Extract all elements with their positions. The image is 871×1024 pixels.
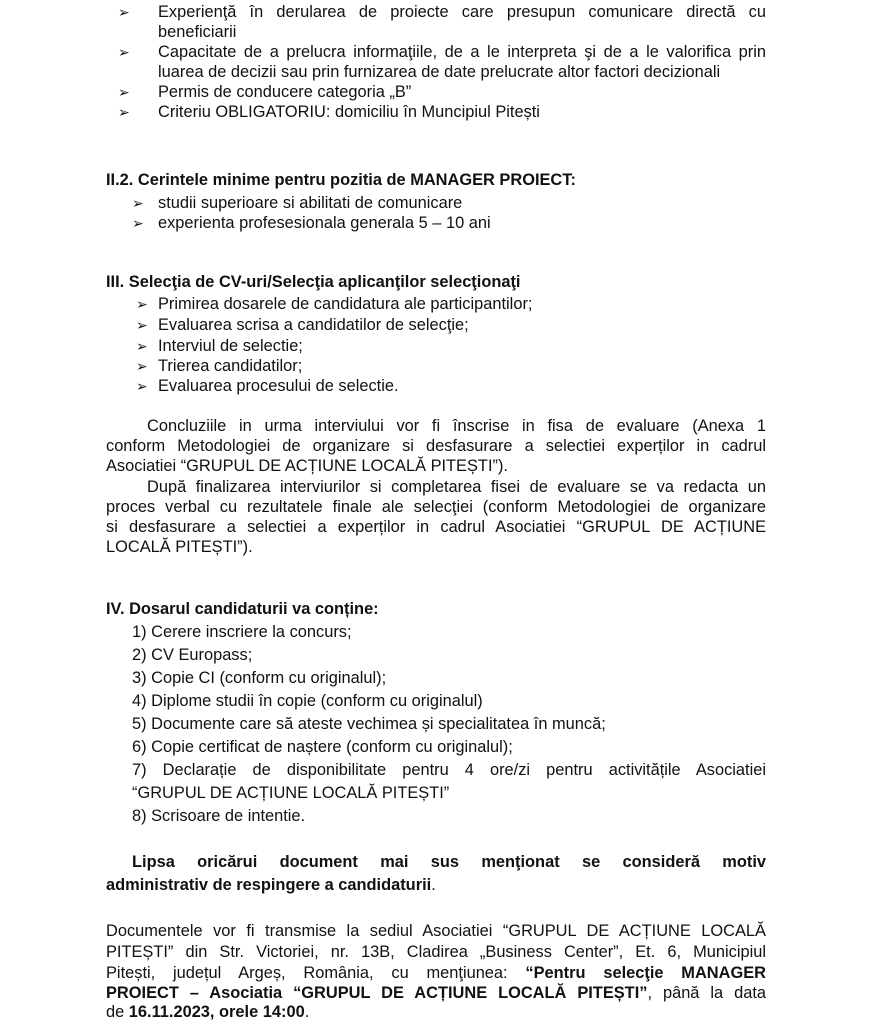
arrow-bullet-icon: ➢ <box>118 84 130 100</box>
notice-text: administrativ de respingere a candidaturii <box>106 876 432 894</box>
paragraph-line: LOCALĂ PITEȘTI”). <box>106 538 253 556</box>
bullet-item <box>132 193 146 213</box>
section-heading-iv: IV. Dosarul candidaturii va conține: <box>106 600 379 618</box>
arrow-bullet-icon: ➢ <box>136 358 148 374</box>
paragraph-line: conform Metodologiei de organizare si desfasurare a selectiei experților in cadrul <box>106 437 766 455</box>
bullet-text: Permis de conducere categoria „B” <box>158 83 412 101</box>
bullet-item <box>118 42 132 62</box>
bullet-item <box>136 315 150 335</box>
notice-period: . <box>431 876 436 894</box>
list-item: 8) Scrisoare de intentie. <box>132 807 306 825</box>
submission-line: Documentele vor fi transmise la sediul Asociatiei “GRUPUL DE ACȚIUNE LOCALĂ <box>106 922 766 940</box>
bullet-text: Interviul de selectie; <box>158 337 303 355</box>
bullet-text: studii superioare si abilitati de comunicare <box>158 194 463 212</box>
section-heading-ii2: II.2. Cerintele minime pentru pozitia de MANAGER PROIECT: <box>106 171 576 189</box>
notice-line: Lipsa oricărui document mai sus menţionat se consideră motiv <box>132 853 766 871</box>
paragraph-line: proces verbal cu rezultatele finale ale selecţiei (conform Metodologiei de organizare <box>106 498 766 516</box>
paragraph-line: După finalizarea interviurilor si completarea fisei de evaluare se va redacta un <box>147 478 766 496</box>
arrow-bullet-icon: ➢ <box>136 338 148 354</box>
bullet-item <box>118 2 132 22</box>
arrow-bullet-icon: ➢ <box>132 215 144 231</box>
paragraph-line: si desfasurare a selectiei a experților in cadrul Asociatiei “GRUPUL DE ACȚIUNE <box>106 518 766 536</box>
arrow-bullet-icon: ➢ <box>136 296 148 312</box>
arrow-bullet-icon: ➢ <box>136 378 148 394</box>
submission-period: . <box>304 1003 310 1021</box>
bullet-item <box>136 294 150 314</box>
bullet-item <box>118 82 132 102</box>
bullet-item <box>136 336 150 356</box>
submission-line: PITEȘTI” din Str. Victoriei, nr. 13B, Cladirea „Business Center”, Et. 6, Municipiul <box>106 943 766 961</box>
list-item: 7) Declarație de disponibilitate pentru 4 ore/zi pentru activitățile Asociatiei <box>132 761 766 779</box>
paragraph-line: Concluziile in urma interviului vor fi înscrise in fisa de evaluare (Anexa 1 <box>147 417 766 435</box>
arrow-bullet-icon: ➢ <box>118 104 130 120</box>
arrow-bullet-icon: ➢ <box>136 317 148 333</box>
deadline-text: 16.11.2023, orele 14:00 <box>128 1003 305 1021</box>
submission-bold-text: “Pentru selecţie MANAGER <box>525 964 766 982</box>
submission-line <box>106 983 766 1003</box>
bullet-text: Evaluarea procesului de selectie. <box>158 377 399 395</box>
bullet-text: Primirea dosarele de candidatura ale participantilor; <box>158 295 533 313</box>
submission-line <box>106 1002 309 1022</box>
section-heading-iii: III. Selecţia de CV-uri/Selecţia aplicanţilor selecţionaţi <box>106 273 521 291</box>
bullet-item <box>136 356 150 376</box>
list-item: 6) Copie certificat de naștere (conform cu originalul); <box>132 738 513 756</box>
bullet-item <box>118 102 132 122</box>
list-item: 1) Cerere inscriere la concurs; <box>132 623 352 641</box>
list-item: 2) CV Europass; <box>132 646 253 664</box>
submission-text: , până la data <box>647 984 766 1002</box>
bullet-item <box>136 376 150 396</box>
bullet-text: Experienţă în derularea de proiecte care presupun comunicare directă cu <box>158 3 766 21</box>
bullet-text: Criteriu OBLIGATORIU: domiciliu în Muncipiul Pitești <box>158 103 540 121</box>
submission-text: Pitești, județul Argeș, România, cu menţiunea: <box>106 964 526 982</box>
submission-bold-text: PROIECT – Asociatia “GRUPUL DE ACȚIUNE LOCALĂ PITEȘTI” <box>106 984 648 1002</box>
arrow-bullet-icon: ➢ <box>118 44 130 60</box>
arrow-bullet-icon: ➢ <box>132 195 144 211</box>
bullet-text-cont: beneficiarii <box>158 23 237 41</box>
paragraph-line: Asociatiei “GRUPUL DE ACȚIUNE LOCALĂ PITEȘTI”). <box>106 457 508 475</box>
list-item-cont: “GRUPUL DE ACȚIUNE LOCALĂ PITEȘTI” <box>132 784 450 802</box>
bullet-text-cont: luarea de decizii sau prin furnizarea de date prelucrate altor factori decizionali <box>158 63 721 81</box>
submission-line <box>106 963 766 983</box>
bullet-text: Evaluarea scrisa a candidatilor de selecţie; <box>158 316 469 334</box>
notice-line <box>106 875 436 895</box>
list-item: 4) Diplome studii în copie (conform cu originalul) <box>132 692 483 710</box>
bullet-text: Trierea candidatilor; <box>158 357 303 375</box>
bullet-item <box>132 213 146 233</box>
arrow-bullet-icon: ➢ <box>118 4 130 20</box>
list-item: 3) Copie CI (conform cu originalul); <box>132 669 387 687</box>
bullet-text: experienta profesesionala generala 5 – 10 ani <box>158 214 491 232</box>
bullet-text: Capacitate de a prelucra informaţiile, de a le interpreta şi de a le valorifica prin <box>158 43 766 61</box>
submission-text: de <box>106 1003 129 1021</box>
list-item: 5) Documente care să ateste vechimea și specialitatea în muncă; <box>132 715 606 733</box>
